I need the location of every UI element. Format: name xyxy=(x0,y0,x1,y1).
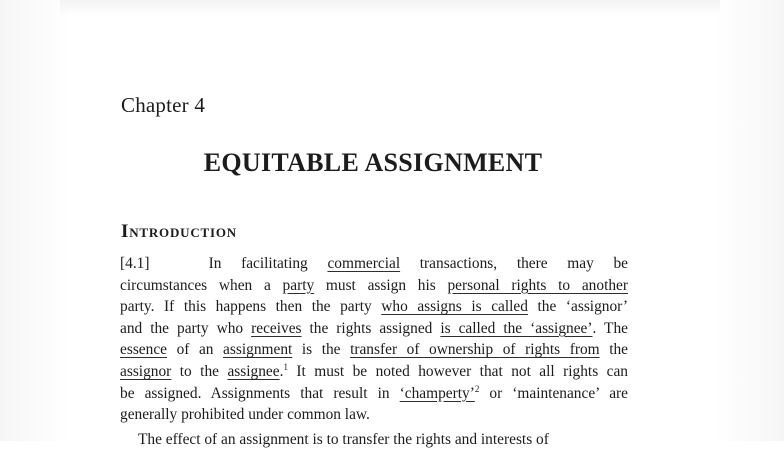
underlined-phrase: essence xyxy=(120,341,167,359)
bleed-through-text xyxy=(60,0,720,16)
paragraph-line: [4.1] In facilitating commercial transactions, there may be xyxy=(120,255,628,272)
underlined-phrase: transfer of ownership of rights from xyxy=(350,341,600,359)
scan-shadow-left xyxy=(0,0,70,441)
scan-shadow-right xyxy=(714,0,784,441)
paragraph-line: and the party who receives the rights assigned is called the ‘assignee’. The xyxy=(120,319,628,337)
underlined-phrase: is called the ‘assignee’ xyxy=(440,319,593,337)
paragraph-number: [4.1] xyxy=(120,255,150,272)
paragraph-line: circumstances when a party must assign his personal rights to another xyxy=(120,276,628,294)
paragraph-line: generally prohibited under common law. xyxy=(120,406,370,424)
underlined-phrase: who assigns is called xyxy=(381,298,528,316)
footnote-marker: 2 xyxy=(474,383,480,394)
underlined-phrase: assignor xyxy=(120,362,172,380)
paragraph-line: be assigned. Assignments that result in ‘champerty’$^2$ or ‘maintenance’ are xyxy=(120,383,628,402)
paragraph-line: party. If this happens then the party who assigns is called the ‘assignor’ xyxy=(120,298,628,316)
underlined-phrase: ‘champerty’ xyxy=(399,384,475,402)
paragraph-4-1 xyxy=(120,253,628,426)
next-paragraph-partial: The effect of an assignment is to transfer the rights and interests of xyxy=(138,431,549,448)
section-heading: Introduction xyxy=(121,221,237,242)
underlined-phrase: assignee xyxy=(227,362,280,380)
chapter-title: EQUITABLE ASSIGNMENT xyxy=(203,148,543,177)
underlined-phrase: personal rights to another xyxy=(447,276,628,294)
underlined-phrase: commercial xyxy=(327,255,401,272)
underlined-phrase: receives xyxy=(251,319,302,337)
paragraph-line: assignor to the assignee.$^1$ It must be noted however that not all rights can xyxy=(120,361,628,380)
underlined-phrase: party xyxy=(282,276,315,294)
footnote-marker: 1 xyxy=(283,361,288,372)
chapter-label: Chapter 4 xyxy=(121,93,206,117)
underlined-phrase: assignment xyxy=(223,341,293,359)
paragraph-line: essence of an assignment is the transfer of ownership of rights from the xyxy=(120,341,628,359)
